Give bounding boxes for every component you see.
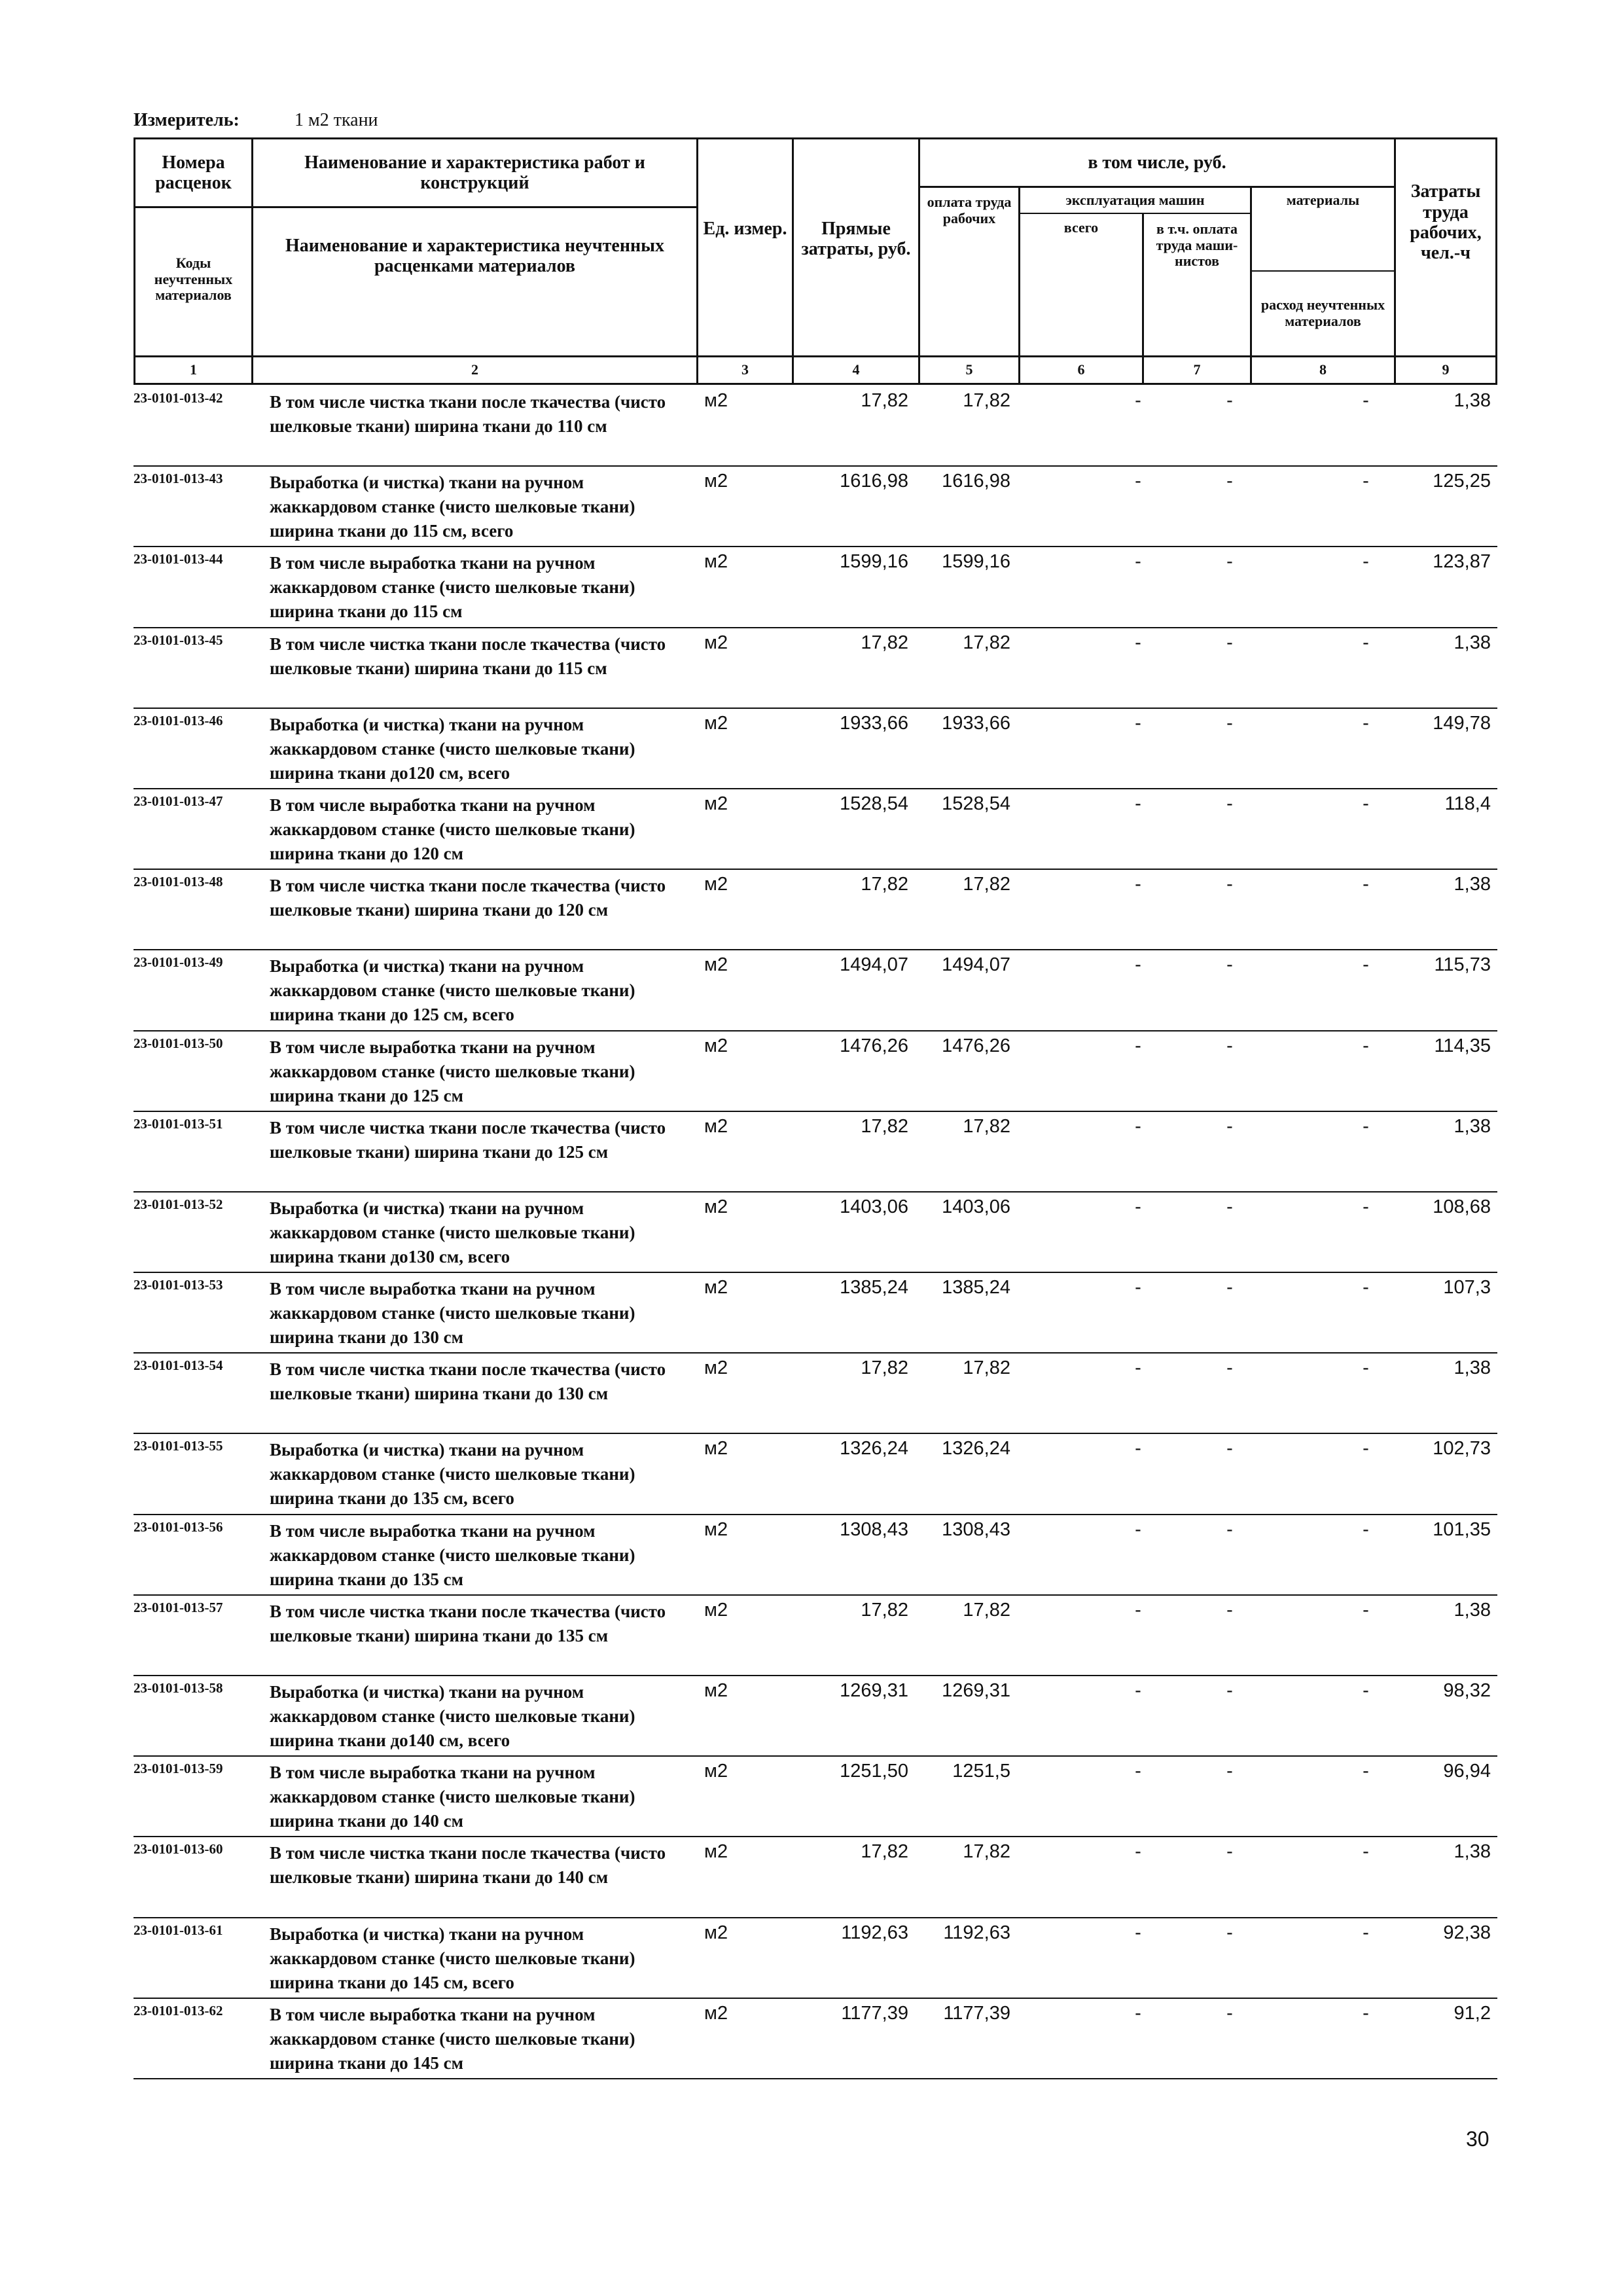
machines-total-cell: - (1135, 1035, 1141, 1056)
materials-cell: - (1363, 874, 1369, 895)
table-row (134, 547, 1497, 628)
table-row (134, 1193, 1497, 1273)
machines-total-cell: - (1135, 1599, 1141, 1621)
work-name-cell: Выработка (и чистка) ткани на ручном жаккардовом станке (чисто шелковые ткани) ширина ткани до 135 см, всего (270, 1440, 635, 1509)
work-name-cell: В том числе выработка ткани на ручном жаккардовом станке (чисто шелковые ткани) ширина ткани до 115 см (270, 553, 635, 622)
unit-cell: м2 (704, 874, 728, 895)
materials-cell: - (1363, 1680, 1369, 1701)
table-row (134, 1596, 1497, 1676)
unit-cell: м2 (704, 1761, 728, 1782)
direct-cost-cell: 17,82 (861, 390, 908, 411)
wage-cell: 1308,43 (942, 1518, 1010, 1540)
table-row (134, 1515, 1497, 1596)
labor-cell: 92,38 (1443, 1922, 1491, 1943)
unit-cell: м2 (704, 712, 728, 734)
unit-cell: м2 (704, 1357, 728, 1379)
machines-wage-cell: - (1226, 1518, 1233, 1540)
header-name: Наименование и характеристика работ и конструкций (304, 152, 645, 193)
machines-total-cell: - (1135, 874, 1141, 895)
header-direct: Прямые затраты, руб. (801, 218, 911, 259)
materials-cell: - (1363, 1518, 1369, 1540)
work-name-cell: Выработка (и чистка) ткани на ручном жаккардовом станке (чисто шелковые ткани) ширина ткани до120 см, всего (270, 714, 635, 783)
labor-cell: 98,32 (1443, 1680, 1491, 1701)
table-row (134, 1999, 1497, 2079)
table-row (134, 1112, 1497, 1193)
direct-cost-cell: 1308,43 (840, 1518, 908, 1540)
wage-cell: 1476,26 (942, 1035, 1010, 1056)
table-body (134, 386, 1497, 2079)
col-num-6: 6 (1077, 361, 1085, 378)
header-incl: в том числе, руб. (1088, 152, 1226, 173)
table-row (134, 1354, 1497, 1434)
materials-cell: - (1363, 2002, 1369, 2024)
direct-cost-cell: 1403,06 (840, 1196, 908, 1217)
rate-code-cell: 23-0101-013-62 (134, 2002, 223, 2018)
unit-cell: м2 (704, 551, 728, 573)
wage-cell: 17,82 (963, 1115, 1010, 1137)
rate-code-cell: 23-0101-013-61 (134, 1922, 223, 1938)
rate-code-cell: 23-0101-013-52 (134, 1196, 223, 1212)
machines-wage-cell: - (1226, 1438, 1233, 1460)
machines-wage-cell: - (1226, 1035, 1233, 1056)
work-name-cell: Выработка (и чистка) ткани на ручном жаккардовом станке (чисто шелковые ткани) ширина ткани до 115 см, всего (270, 473, 635, 541)
rate-code-cell: 23-0101-013-48 (134, 874, 223, 890)
work-name-cell: В том числе чистка ткани после ткачества (чисто шелковые ткани) ширина ткани до 120 см (270, 876, 666, 920)
wage-cell: 1616,98 (942, 471, 1010, 492)
col-num-2: 2 (471, 361, 478, 378)
hsep-codes (134, 206, 698, 208)
rate-code-cell: 23-0101-013-44 (134, 551, 223, 567)
machines-wage-cell: - (1226, 551, 1233, 573)
col-num-1: 1 (190, 361, 197, 378)
wage-cell: 1385,24 (942, 1277, 1010, 1299)
work-name-cell: В том числе выработка ткани на ручном жаккардовом станке (чисто шелковые ткани) ширина ткани до 140 см (270, 1763, 635, 1831)
direct-cost-cell: 1616,98 (840, 471, 908, 492)
labor-cell: 149,78 (1433, 712, 1491, 734)
machines-wage-cell: - (1226, 1115, 1233, 1137)
header-material-codes: Коды неучтенных материалов (154, 255, 233, 304)
materials-cell: - (1363, 1438, 1369, 1460)
materials-cell: - (1363, 1115, 1369, 1137)
work-name-cell: В том числе выработка ткани на ручном жаккардовом станке (чисто шелковые ткани) ширина ткани до 125 см (270, 1037, 635, 1105)
direct-cost-cell: 1494,07 (840, 954, 908, 976)
rate-code-cell: 23-0101-013-56 (134, 1518, 223, 1535)
table-row (134, 628, 1497, 709)
materials-cell: - (1363, 1599, 1369, 1621)
machines-wage-cell: - (1226, 1761, 1233, 1782)
header-codes: Номера расценок (155, 152, 232, 193)
machines-total-cell: - (1135, 1761, 1141, 1782)
labor-cell: 123,87 (1433, 551, 1491, 573)
labor-cell: 1,38 (1454, 1357, 1491, 1379)
materials-cell: - (1363, 1277, 1369, 1299)
col-num-3: 3 (741, 361, 749, 378)
header-wage: оплата труда рабочих (927, 194, 1012, 226)
table-row (134, 789, 1497, 870)
work-name-cell: В том числе чистка ткани после ткачества (чисто шелковые ткани) ширина ткани до 135 см (270, 1601, 666, 1645)
unit-cell: м2 (704, 1922, 728, 1943)
direct-cost-cell: 1326,24 (840, 1438, 908, 1460)
header-unit: Ед. измер. (703, 219, 787, 240)
work-name-cell: В том числе чистка ткани после ткачества (чисто шелковые ткани) ширина ткани до 115 см (270, 634, 666, 678)
machines-total-cell: - (1135, 390, 1141, 411)
unit-cell: м2 (704, 1599, 728, 1621)
machines-total-cell: - (1135, 1841, 1141, 1863)
direct-cost-cell: 17,82 (861, 1357, 908, 1379)
table-row (134, 1837, 1497, 1918)
unit-cell: м2 (704, 954, 728, 976)
rate-code-cell: 23-0101-013-59 (134, 1761, 223, 1777)
work-name-cell: В том числе чистка ткани после ткачества (чисто шелковые ткани) ширина ткани до 140 см (270, 1843, 666, 1888)
direct-cost-cell: 17,82 (861, 874, 908, 895)
work-name-cell: Выработка (и чистка) ткани на ручном жаккардовом станке (чисто шелковые ткани) ширина ткани до 125 см, всего (270, 956, 635, 1025)
rate-code-cell: 23-0101-013-50 (134, 1035, 223, 1051)
direct-cost-cell: 17,82 (861, 632, 908, 653)
work-name-cell: В том числе выработка ткани на ручном жаккардовом станке (чисто шелковые ткани) ширина ткани до 135 см (270, 1520, 635, 1589)
wage-cell: 17,82 (963, 1841, 1010, 1863)
table-row (134, 1031, 1497, 1112)
direct-cost-cell: 17,82 (861, 1115, 908, 1137)
table-row (134, 870, 1497, 950)
machines-total-cell: - (1135, 712, 1141, 734)
rate-code-cell: 23-0101-013-51 (134, 1115, 223, 1132)
machines-total-cell: - (1135, 793, 1141, 814)
header-labor: Затраты труда рабочих, чел.-ч (1410, 181, 1482, 264)
wage-cell: 1599,16 (942, 551, 1010, 573)
materials-cell: - (1363, 1761, 1369, 1782)
machines-total-cell: - (1135, 954, 1141, 976)
unit-cell: м2 (704, 1115, 728, 1137)
machines-total-cell: - (1135, 1196, 1141, 1217)
machines-total-cell: - (1135, 1357, 1141, 1379)
materials-cell: - (1363, 390, 1369, 411)
machines-total-cell: - (1135, 2002, 1141, 2024)
machines-wage-cell: - (1226, 1922, 1233, 1943)
direct-cost-cell: 1177,39 (841, 2002, 908, 2024)
rate-code-cell: 23-0101-013-53 (134, 1277, 223, 1293)
table-row (134, 950, 1497, 1031)
wage-cell: 1933,66 (942, 712, 1010, 734)
machines-total-cell: - (1135, 1277, 1141, 1299)
hsep-machines (1018, 213, 1251, 214)
header-bottom-border (134, 383, 1497, 385)
wage-cell: 1251,5 (952, 1761, 1010, 1782)
machines-wage-cell: - (1226, 874, 1233, 895)
unit-cell: м2 (704, 1438, 728, 1460)
direct-cost-cell: 1933,66 (840, 712, 908, 734)
labor-cell: 107,3 (1443, 1277, 1491, 1299)
col-num-8: 8 (1319, 361, 1327, 378)
materials-cell: - (1363, 793, 1369, 814)
rate-code-cell: 23-0101-013-60 (134, 1841, 223, 1857)
unit-cell: м2 (704, 390, 728, 411)
machines-wage-cell: - (1226, 471, 1233, 492)
labor-cell: 1,38 (1454, 632, 1491, 653)
direct-cost-cell: 17,82 (861, 1841, 908, 1863)
wage-cell: 17,82 (963, 1599, 1010, 1621)
rate-code-cell: 23-0101-013-46 (134, 712, 223, 728)
materials-cell: - (1363, 712, 1369, 734)
unit-cell: м2 (704, 1680, 728, 1701)
direct-cost-cell: 1528,54 (840, 793, 908, 814)
labor-cell: 96,94 (1443, 1761, 1491, 1782)
work-name-cell: Выработка (и чистка) ткани на ручном жаккардовом станке (чисто шелковые ткани) ширина ткани до140 см, всего (270, 1682, 635, 1750)
table-header (134, 137, 1497, 385)
wage-cell: 17,82 (963, 874, 1010, 895)
labor-cell: 1,38 (1454, 1841, 1491, 1863)
rate-code-cell: 23-0101-013-43 (134, 471, 223, 487)
materials-cell: - (1363, 471, 1369, 492)
col-num-4: 4 (852, 361, 860, 378)
machines-total-cell: - (1135, 1922, 1141, 1943)
materials-cell: - (1363, 632, 1369, 653)
materials-cell: - (1363, 1035, 1369, 1056)
wage-cell: 1403,06 (942, 1196, 1010, 1217)
table-row (134, 709, 1497, 789)
materials-cell: - (1363, 954, 1369, 976)
wage-cell: 1269,31 (942, 1680, 1010, 1701)
machines-wage-cell: - (1226, 1196, 1233, 1217)
materials-cell: - (1363, 1196, 1369, 1217)
machines-wage-cell: - (1226, 1599, 1233, 1621)
row-divider (134, 2078, 1497, 2079)
materials-cell: - (1363, 1357, 1369, 1379)
unit-cell: м2 (704, 793, 728, 814)
direct-cost-cell: 1269,31 (840, 1680, 908, 1701)
direct-cost-cell: 1476,26 (840, 1035, 908, 1056)
machines-wage-cell: - (1226, 1277, 1233, 1299)
table-row (134, 1676, 1497, 1757)
labor-cell: 101,35 (1433, 1518, 1491, 1540)
labor-cell: 91,2 (1454, 2002, 1491, 2024)
rate-code-cell: 23-0101-013-45 (134, 632, 223, 648)
machines-total-cell: - (1135, 1680, 1141, 1701)
work-name-cell: В том числе выработка ткани на ручном жаккардовом станке (чисто шелковые ткани) ширина ткани до 120 см (270, 795, 635, 863)
col-num-9: 9 (1442, 361, 1450, 378)
rate-code-cell: 23-0101-013-42 (134, 390, 223, 406)
direct-cost-cell: 1385,24 (840, 1277, 908, 1299)
machines-wage-cell: - (1226, 1357, 1233, 1379)
table-row (134, 1434, 1497, 1515)
machines-wage-cell: - (1226, 1841, 1233, 1863)
unit-cell: м2 (704, 1277, 728, 1299)
table-row (134, 1273, 1497, 1354)
labor-cell: 114,35 (1434, 1035, 1491, 1056)
work-name-cell: В том числе чистка ткани после ткачества (чисто шелковые ткани) ширина ткани до 125 см (270, 1117, 666, 1162)
unit-cell: м2 (704, 632, 728, 653)
rate-code-cell: 23-0101-013-49 (134, 954, 223, 971)
machines-wage-cell: - (1226, 712, 1233, 734)
direct-cost-cell: 1192,63 (841, 1922, 908, 1943)
materials-cell: - (1363, 551, 1369, 573)
machines-total-cell: - (1135, 1518, 1141, 1540)
table-row (134, 1757, 1497, 1837)
machines-total-cell: - (1135, 471, 1141, 492)
labor-cell: 1,38 (1454, 1599, 1491, 1621)
meter-label: Измеритель: (134, 110, 240, 130)
header-right-border (1495, 137, 1497, 385)
unit-cell: м2 (704, 1035, 728, 1056)
machines-total-cell: - (1135, 1115, 1141, 1137)
header-material-name: Наименование и характеристика неучтенных расценками материалов (285, 236, 664, 277)
rate-code-cell: 23-0101-013-55 (134, 1438, 223, 1454)
machines-wage-cell: - (1226, 390, 1233, 411)
table-row (134, 386, 1497, 467)
labor-cell: 125,25 (1433, 471, 1491, 492)
labor-cell: 115,73 (1434, 954, 1491, 976)
col-num-5: 5 (965, 361, 973, 378)
work-name-cell: В том числе чистка ткани после ткачества (чисто шелковые ткани) ширина ткани до 110 см (270, 392, 666, 436)
work-name-cell: Выработка (и чистка) ткани на ручном жаккардовом станке (чисто шелковые ткани) ширина ткани до 145 см, всего (270, 1924, 635, 1992)
machines-total-cell: - (1135, 551, 1141, 573)
machines-wage-cell: - (1226, 1680, 1233, 1701)
table-row (134, 1918, 1497, 1999)
labor-cell: 102,73 (1433, 1438, 1491, 1460)
machines-wage-cell: - (1226, 793, 1233, 814)
wage-cell: 17,82 (963, 390, 1010, 411)
machines-wage-cell: - (1226, 2002, 1233, 2024)
direct-cost-cell: 1599,16 (840, 551, 908, 573)
unit-cell: м2 (704, 1518, 728, 1540)
unit-cell: м2 (704, 1196, 728, 1217)
wage-cell: 17,82 (963, 1357, 1010, 1379)
rate-code-cell: 23-0101-013-57 (134, 1599, 223, 1615)
machines-wage-cell: - (1226, 954, 1233, 976)
wage-cell: 1494,07 (942, 954, 1010, 976)
labor-cell: 1,38 (1454, 1115, 1491, 1137)
header-materials: материалы (1286, 191, 1360, 208)
unit-cell: м2 (704, 471, 728, 492)
machines-wage-cell: - (1226, 632, 1233, 653)
header-machines: эксплуатация машин (1065, 191, 1205, 208)
wage-cell: 1528,54 (942, 793, 1010, 814)
machines-total-cell: - (1135, 1438, 1141, 1460)
labor-cell: 118,4 (1444, 793, 1491, 814)
header-machines-wage: в т.ч. оплата труда маши-нистов (1156, 221, 1238, 270)
machines-total-cell: - (1135, 632, 1141, 653)
rate-code-cell: 23-0101-013-58 (134, 1680, 223, 1696)
table-row (134, 467, 1497, 547)
labor-cell: 1,38 (1454, 874, 1491, 895)
wage-cell: 1326,24 (942, 1438, 1010, 1460)
wage-cell: 1192,63 (943, 1922, 1010, 1943)
wage-cell: 17,82 (963, 632, 1010, 653)
materials-cell: - (1363, 1841, 1369, 1863)
col-num-7: 7 (1193, 361, 1201, 378)
rate-code-cell: 23-0101-013-54 (134, 1357, 223, 1374)
work-name-cell: В том числе выработка ткани на ручном жаккардовом станке (чисто шелковые ткани) ширина ткани до 145 см (270, 2004, 635, 2073)
unit-cell: м2 (704, 2002, 728, 2024)
header-machines-total: всего (1063, 219, 1099, 236)
direct-cost-cell: 1251,50 (840, 1761, 908, 1782)
page-number: 30 (1466, 2127, 1489, 2151)
work-name-cell: Выработка (и чистка) ткани на ручном жаккардовом станке (чисто шелковые ткани) ширина ткани до130 см, всего (270, 1198, 635, 1266)
direct-cost-cell: 17,82 (861, 1599, 908, 1621)
unit-cell: м2 (704, 1841, 728, 1863)
materials-cell: - (1363, 1922, 1369, 1943)
rate-code-cell: 23-0101-013-47 (134, 793, 223, 809)
wage-cell: 1177,39 (943, 2002, 1010, 2024)
labor-cell: 1,38 (1454, 390, 1491, 411)
labor-cell: 108,68 (1433, 1196, 1491, 1217)
work-name-cell: В том числе чистка ткани после ткачества (чисто шелковые ткани) ширина ткани до 130 см (270, 1359, 666, 1404)
header-materials-use: расход неучтенных материалов (1260, 296, 1385, 329)
meter-value: 1 м2 ткани (294, 110, 378, 130)
work-name-cell: В том числе выработка ткани на ручном жаккардовом станке (чисто шелковые ткани) ширина ткани до 130 см (270, 1279, 635, 1348)
